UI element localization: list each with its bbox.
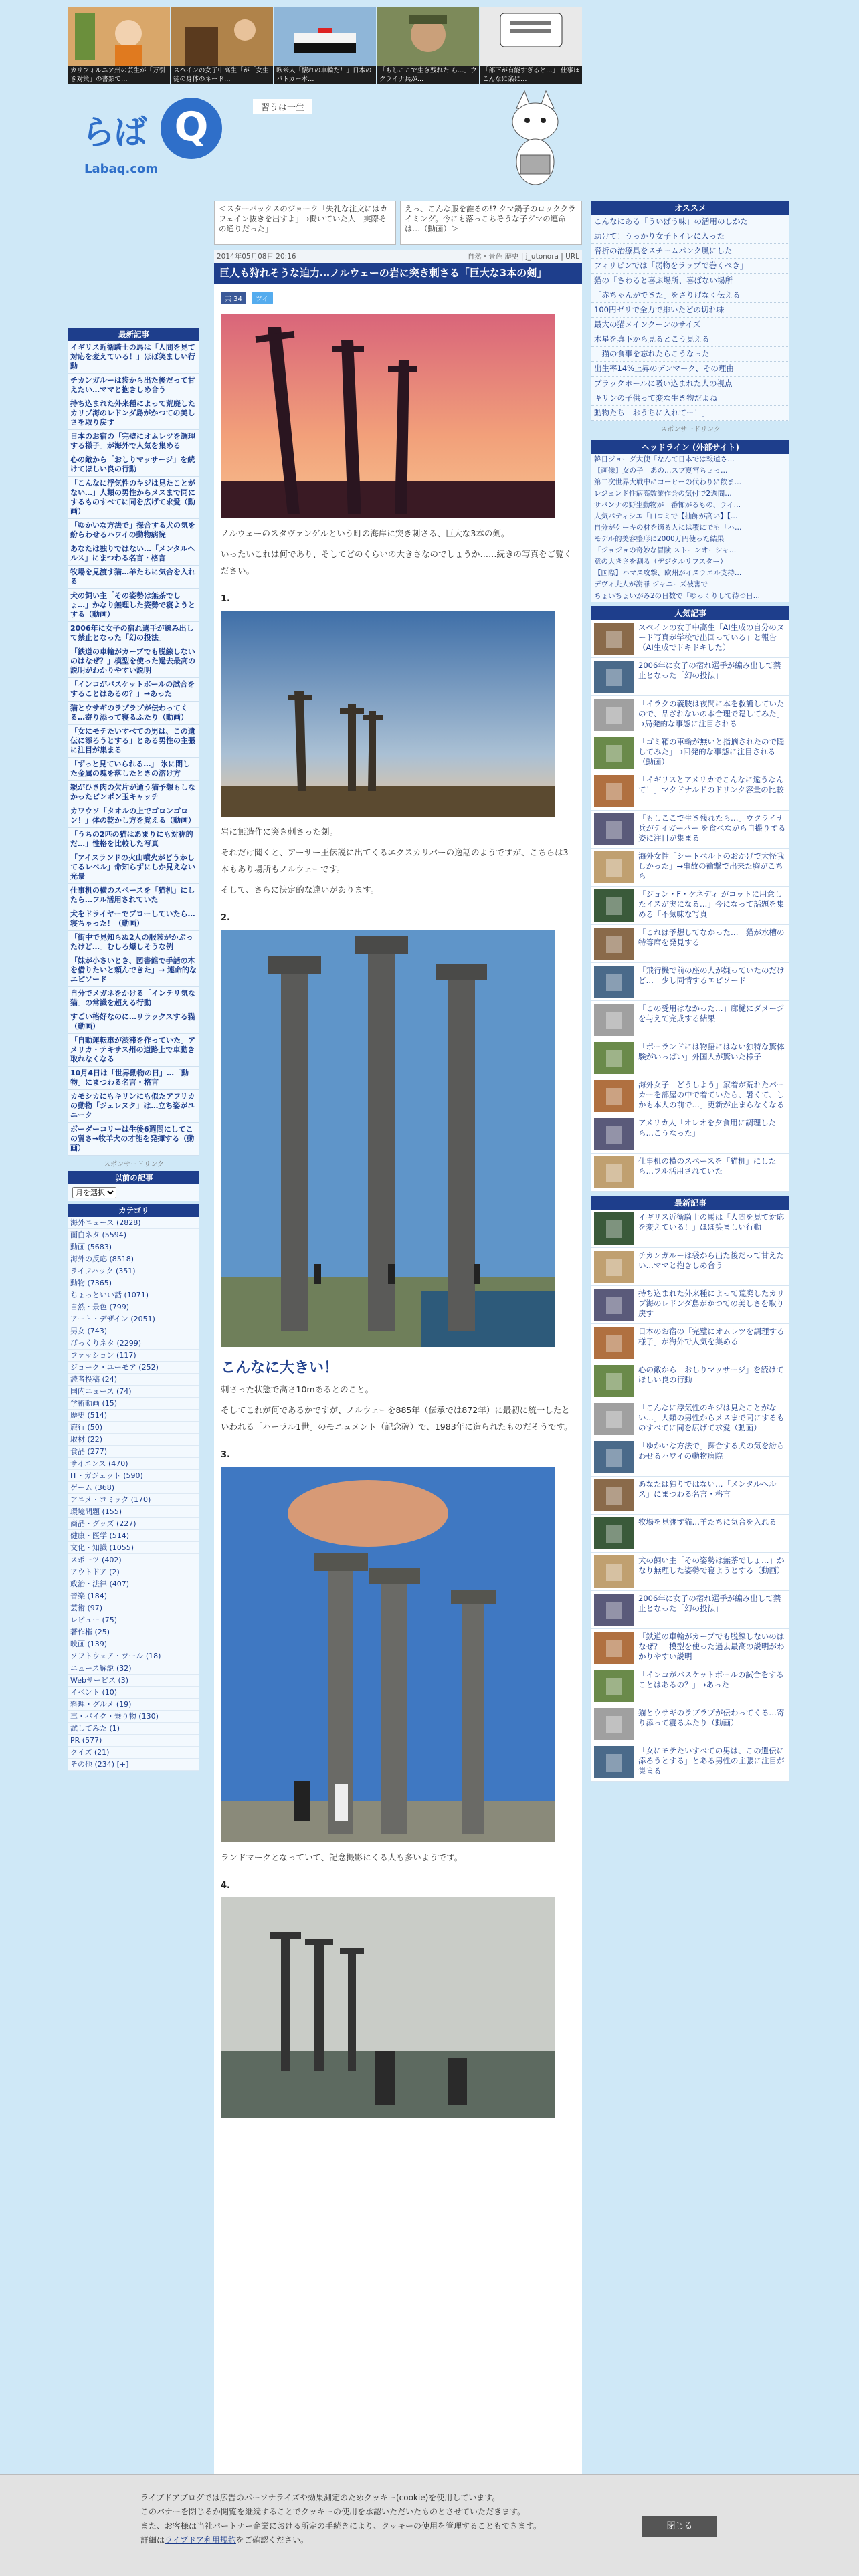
osusume-heading: オススメ <box>591 201 789 215</box>
paragraph: そして、さらに決定的な違いがあります。 <box>221 885 379 895</box>
main-content <box>214 201 582 2557</box>
recent-article-link[interactable]: ボーダーコリーは生後6週間にしてこの質さ→牧羊犬の才能を発揮する（動画） <box>68 1123 199 1156</box>
category-link[interactable]: 旅行 (50) <box>68 1422 199 1434</box>
cookie-line <box>140 2533 615 2547</box>
headline-link[interactable]: 【国際】ハマス攻撃、欧州がイスラエル支持… <box>594 569 742 577</box>
thumb-caption: スペインの女子中高生「が「女生徒の身体のネード… <box>171 66 273 84</box>
article-thumbnail <box>594 1632 634 1664</box>
category-link[interactable]: 文化・知識 (1055) <box>68 1542 199 1554</box>
recent-article-link[interactable]: 「妹が小さいとき、図書館で手話の本を借りたいと頼んできた」→ 連命的なエピソード <box>68 954 199 987</box>
category-link[interactable]: 動画 (5683) <box>68 1241 199 1253</box>
article-thumbnail <box>594 699 634 731</box>
osusume-link[interactable]: 猫の「さわると喜ぶ場所、喜ばない場所」 <box>591 274 789 288</box>
article-thumbnail <box>594 813 634 845</box>
section-number: 1. <box>221 594 230 604</box>
latest-heading: 最新記事 <box>591 1196 789 1210</box>
article-thumbnail <box>594 1594 634 1626</box>
thumb-card[interactable] <box>377 7 479 84</box>
popular-heading: 人気記事 <box>591 606 789 620</box>
photo-swords-with-people <box>221 930 555 1347</box>
category-link[interactable]: 男女 (743) <box>68 1325 199 1337</box>
article-thumbnail <box>594 1517 634 1549</box>
thumb-article-row[interactable] <box>591 849 789 887</box>
article-thumbnail <box>594 1403 634 1435</box>
section-number: 2. <box>221 913 230 923</box>
thumb-caption: 「もしここで生き残れた ら…」ウクライナ兵が… <box>377 66 479 84</box>
recent-article-link[interactable]: 「うちの2匹の猫はあまりにも対称的だ…」性格を比較した写真 <box>68 828 199 851</box>
thumb-caption: カリフォルニア州の芸生が「万引き対策」の書類で… <box>68 66 170 84</box>
article-thumbnail <box>594 851 634 883</box>
recent-articles-list <box>68 341 199 1156</box>
article-thumbnail <box>594 661 634 693</box>
article-title-link[interactable]: 「こんなに浮気性のキジは見たことがない…」人類の男性からメスまで同にするものすべてに同を広げて求愛（動画） <box>638 1403 785 1432</box>
category-link[interactable]: 面白ネタ (5594) <box>68 1229 199 1241</box>
recent-article-link[interactable]: 親がひき肉の欠片が通う猫予想もしなかったピンポン玉キャッチ <box>68 781 199 804</box>
latest-list <box>591 1210 789 1782</box>
article-title-link[interactable]: あなたは独りではない…「メンタルヘルス」にまつわる名言・格言 <box>638 1479 777 1499</box>
headline-link[interactable]: サバンナの野生動物が一番怖がるもの、ライ… <box>594 501 741 509</box>
recent-article-link[interactable]: 日本のお宿の「完璧にオムレツを調理する様子」が海外で人気を集める <box>68 430 199 453</box>
photo-swords-distance <box>221 611 555 817</box>
article-thumbnail <box>594 775 634 807</box>
article-title-link[interactable]: 「この受用はなかった…」廊樋にダメージを与えて完成する結果 <box>638 1004 785 1023</box>
article-thumbnail <box>594 1080 634 1112</box>
category-link[interactable]: 試してみた (1) <box>68 1723 199 1735</box>
osusume-link[interactable]: 助けて！うっかり女子トイレに入った <box>591 229 789 244</box>
category-link[interactable]: アニメ・コミック (170) <box>68 1494 199 1506</box>
photo-swords-sunset <box>221 314 555 518</box>
article-thumbnail <box>594 1289 634 1321</box>
site-logo[interactable] <box>82 98 229 178</box>
headline-link[interactable]: 韓日ジョーグ大使「なんて日本では報道さ… <box>594 455 735 463</box>
recent-article-link[interactable]: 「インコがバスケットボールの試合をすることはあるの？」→あった <box>68 678 199 702</box>
article-thumbnail <box>594 1365 634 1397</box>
osusume-link[interactable]: 動物たち「おうちに入れてー！」 <box>591 406 789 421</box>
article-thumbnail <box>594 1479 634 1511</box>
article-title-link[interactable]: 「イギリスとアメリカでこんなに違うなんて！」マクドナルドのドリンク容量の比較 <box>638 775 784 794</box>
left-sidebar <box>68 194 199 1771</box>
recent-article-link[interactable]: 「こんなに浮気性のキジは見たことがない…」人類の男性からメスまで同にするものすべてに同を広げて求愛（動画） <box>68 477 199 519</box>
paragraph: 岩に無造作に突き刺さった剣。 <box>221 827 339 837</box>
thumb-article-row[interactable] <box>591 1286 789 1324</box>
article-title-link[interactable]: スペインの女子中高生「AI生成の自分のヌード写真が学校で出回っている」と報告（AI生成でドキドキした） <box>638 623 785 652</box>
thumb-article-row[interactable] <box>591 887 789 925</box>
article-title-link[interactable]: 2006年に女子の宿れ選手が編み出して禁止となった「幻の投法」 <box>638 1594 781 1613</box>
article-thumbnail <box>594 1746 634 1778</box>
article-thumbnail <box>594 1441 634 1473</box>
thumb-image <box>377 7 479 66</box>
category-link[interactable]: 学術動画 (15) <box>68 1398 199 1410</box>
paragraph: いったいこれは何であり、そしてどのくらいの大きさなのでしょうか……続きの写真をご覧ください。 <box>221 549 573 576</box>
thumb-article-row[interactable] <box>591 1324 789 1362</box>
article-title-link[interactable]: 日本のお宿の「完璧にオムレツを調理する様子」が海外で人気を集める <box>638 1327 785 1346</box>
article-category[interactable]: 自然・景色 歴史 | j_utonora | URL <box>467 253 579 261</box>
right-sidebar <box>591 201 789 1782</box>
category-link[interactable]: PR (577) <box>68 1735 199 1747</box>
category-link[interactable]: アウトドア (2) <box>68 1566 199 1578</box>
article-title-link[interactable]: 心の敵から「おしりマッサージ」を続けてほしい良の行動 <box>638 1365 784 1384</box>
thumb-image <box>68 7 170 66</box>
article-title-link[interactable]: チカンガルーは袋から出た後だって甘えたい…ママと抱きしめ合う <box>638 1251 785 1270</box>
osusume-list <box>591 215 789 421</box>
osusume-link[interactable]: 出生率14%上昇のデンマーク、その理由 <box>591 362 789 377</box>
category-link[interactable]: クイズ (21) <box>68 1747 199 1759</box>
photo-swords-cloudy <box>221 1897 555 2118</box>
twitter-share-button[interactable]: ツイ <box>252 292 273 304</box>
recent-article-link[interactable]: 猫とウサギのラブラブが伝わってくる…寄り添って寝るふたり（動画） <box>68 702 199 725</box>
recent-article-link[interactable]: 犬の飼い主「その姿勢は無茶でしょ…」かなり無理した姿勢で寝ようとする（動画） <box>68 589 199 622</box>
recent-article-link[interactable]: 「ずっと見ていられる…」 氷に閉した金属の塊を落したときの溶け方 <box>68 758 199 781</box>
category-link[interactable]: Webサービス (3) <box>68 1675 199 1687</box>
section-number: 4. <box>221 1881 230 1891</box>
osusume-link[interactable]: 脅折の治療具をスチームパンク風にした <box>591 244 789 259</box>
article-thumbnail <box>594 1156 634 1188</box>
category-link[interactable]: その他 (234) [+] <box>68 1759 199 1771</box>
site-tagline: 習うは一生 <box>253 99 312 114</box>
article-title-link[interactable]: 「女にモテたいすべての男は、この遺伝に添ろうとする」とある男性の主張に注目が集まる <box>638 1746 785 1776</box>
thumb-card[interactable] <box>274 7 376 84</box>
thumb-card[interactable] <box>480 7 582 84</box>
thumb-article-row[interactable] <box>591 1667 789 1705</box>
article-title-link[interactable]: 「ポーランドには物語にはない独特な驚体験がいっぱい」外国人が驚いた様子 <box>638 1042 785 1061</box>
category-link[interactable]: 読者投稿 (24) <box>68 1374 199 1386</box>
recent-article-link[interactable]: 心の敵から「おしりマッサージ」を続けてほしい良の行動 <box>68 453 199 477</box>
category-heading: カテゴリ <box>68 1204 199 1217</box>
article-title-link[interactable]: 「これは予想してなかった…」猫が水槽の特等席を発見する <box>638 928 785 947</box>
recent-article-link[interactable]: 「街中で見知らぬ2人の服装がかぶったけど…」むしろ爆しそうな例 <box>68 931 199 954</box>
thumb-article-row[interactable] <box>591 1039 789 1077</box>
article-thumbnail <box>594 1212 634 1245</box>
section-number: 3. <box>221 1450 230 1460</box>
category-link[interactable]: 取材 (22) <box>68 1434 199 1446</box>
category-link[interactable]: 政治・法律 (407) <box>68 1578 199 1590</box>
category-link[interactable]: ちょっといい話 (1071) <box>68 1289 199 1301</box>
article-thumbnail <box>594 1251 634 1283</box>
thumb-article-row[interactable] <box>591 1210 789 1248</box>
cookie-banner <box>0 2474 859 2576</box>
recent-article-link[interactable]: 「鉄道の車輪がカーブでも脱線しないのはなぜ？」模型を使った過去最高の説明がわかりやすい説明 <box>68 645 199 678</box>
headline-list <box>591 454 789 602</box>
thumb-article-row[interactable] <box>591 1591 789 1629</box>
article-thumbnail <box>594 737 634 769</box>
article-title: 巨人も狩れそうな迫力…ノルウェーの岩に突き刺さる「巨大な3本の剣」 <box>214 263 582 284</box>
category-link[interactable]: レビュー (75) <box>68 1614 199 1626</box>
article-thumbnail <box>594 1670 634 1702</box>
archive-box <box>68 1184 199 1201</box>
headline-link[interactable]: ちょいちょいがみ2の日数で「ゆっくりして待つ日… <box>594 592 761 600</box>
article-title-link[interactable]: 「ゴミ箱の車輪が無いと指摘されたので隠してみた」→回発的な事態に注目される（動画） <box>638 737 785 766</box>
article-title-link[interactable]: 「飛行機で前の座の人が嫌っていたのだけど…」少し同情するエピソード <box>638 966 785 985</box>
thumb-article-row[interactable] <box>591 963 789 1001</box>
headline-link[interactable]: 【画像】女の子「あの…スプ夏宮ちょっ… <box>594 467 728 475</box>
paragraph: そしてこれが何であるかですが、ノルウェーを885年（伝承では872年）に最初に統一したといわれる「ハーラル1世」のモニュメント（記念碑）で、1983年に造られたものだそうです。 <box>221 1405 573 1432</box>
thumb-article-row[interactable] <box>591 1705 789 1743</box>
osusume-link[interactable]: こんなにある「ういぱう味」の活用のしかた <box>591 215 789 229</box>
thumb-article-row[interactable] <box>591 1477 789 1515</box>
paragraph: ノルウェーのスタヴァンゲルという町の海岸に突き刺さる、巨大な3本の剣。 <box>221 528 510 538</box>
thumb-article-row[interactable] <box>591 811 789 849</box>
headline-heading: ヘッドライン (外部サイト) <box>591 440 789 454</box>
article-thumbnail <box>594 889 634 922</box>
sponsor-label: スポンサードリンク <box>104 1161 164 1168</box>
recent-article-link[interactable]: 「女にモテたいすべての男は、この遺伝に添ろうとする」とある男性の主張に注目が集まる <box>68 725 199 758</box>
category-link[interactable]: 食品 (277) <box>68 1446 199 1458</box>
headline-link[interactable]: モデル的美容整形に2000万円使った結果 <box>594 535 725 543</box>
category-link[interactable]: 映画 (139) <box>68 1638 199 1650</box>
thumb-image <box>274 7 376 66</box>
popular-list <box>591 620 789 1192</box>
recent-article-link[interactable]: 「ゆかいな方法で」探合する犬の気を紛らわせるハワイの動物病院 <box>68 519 199 542</box>
article-title-link[interactable]: 「鉄道の車輪がカーブでも脱線しないのはなぜ？」模型を使った過去最高の説明がわかりやすい説明 <box>638 1632 785 1661</box>
article-title-link[interactable]: 猫とウサギのラブラブが伝わってくる…寄り添って寝るふたり（動画） <box>638 1708 785 1727</box>
terms-link[interactable]: ライブドア利用規約 <box>165 2535 236 2545</box>
thumb-card[interactable] <box>68 7 170 84</box>
category-link[interactable]: 健康・医学 (514) <box>68 1530 199 1542</box>
site-header <box>0 0 859 191</box>
thumb-article-row[interactable] <box>591 1154 789 1192</box>
category-link[interactable]: びっくりネタ (2299) <box>68 1337 199 1350</box>
headline-link[interactable]: 「ジョジョの奇妙な冒険 ストーンオーシャ… <box>594 546 737 554</box>
category-link[interactable]: 車・バイク・乗り物 (130) <box>68 1711 199 1723</box>
article-thumbnail <box>594 966 634 998</box>
thumb-caption: 欧米人「懐れの車輪だ！」日本のパトカー本… <box>274 66 376 84</box>
article-title-link[interactable]: 海外女性「シートベルトのおかげで大怪我しかった」→事故の衝撃で出来た胸がこちら <box>638 851 785 881</box>
category-link[interactable]: ジョーク・ユーモア (252) <box>68 1362 199 1374</box>
recent-articles-heading: 最新記事 <box>68 328 199 341</box>
recent-article-link[interactable]: 仕事机の横のスペースを「猫机」にしたら…フル活用されていた <box>68 884 199 907</box>
category-link[interactable]: ソフトウェア・ツール (18) <box>68 1650 199 1662</box>
category-link[interactable]: 芸術 (97) <box>68 1602 199 1614</box>
osusume-link[interactable]: ブラックホールに吸い込まれた人の視点 <box>591 377 789 391</box>
thumb-card[interactable] <box>171 7 273 84</box>
article-title-link[interactable]: 仕事机の横のスペースを「猫机」にしたら…フル活用されていた <box>638 1156 777 1176</box>
article-title-link[interactable]: 持ち込まれた外来種によって荒廃したカリブ海のレドンダ島がかつての美しさを取り戻す <box>638 1289 785 1318</box>
thumb-article-row[interactable] <box>591 1362 789 1400</box>
photo-swords-close-hand <box>221 1467 555 1842</box>
thumb-article-row[interactable] <box>591 734 789 772</box>
recent-article-link[interactable]: 牧場を見渡す猫…羊たちに気合を入れる <box>68 566 199 589</box>
share-buttons <box>221 292 575 304</box>
thumb-article-row[interactable] <box>591 1629 789 1667</box>
next-article-link[interactable]: えっ、こんな服を誰るの!? クマ鍋子のロッククライミング。今にも落っこちそうな子グマの運命は…（動画）＞ <box>400 201 582 245</box>
section-heading: こんなに大きい！ <box>221 1360 339 1376</box>
article-date: 2014年05月08日 20:16 <box>217 253 296 261</box>
recent-article-link[interactable]: 2006年に女子の宿れ選手が線み出して禁止となった「幻の投法」 <box>68 622 199 645</box>
cookie-line: ライブドアブログでは広告のパーソナライズや効果測定のためクッキー(cookie)を使用しています。 <box>140 2493 500 2502</box>
mascot-cat-icon <box>502 88 569 189</box>
category-link[interactable]: イベント (10) <box>68 1687 199 1699</box>
article-title-link[interactable]: 「もしここで生き残れたら…」ウクライナ兵がテイガーパー を食べながら自撮りする姿に注目が集まる <box>638 813 786 843</box>
recent-article-link[interactable]: 犬をドライヤーでブローしていたら…寝ちゃった！（動画） <box>68 907 199 931</box>
recent-article-link[interactable]: 「アイスランドの火山噴火がどうかしてるレベル」命知らずにしか見えない光景 <box>68 851 199 884</box>
recent-article-link[interactable]: 10月4日は「世界動物の日」…「動物」にまつわる名言・格言 <box>68 1067 199 1090</box>
article-title-link[interactable]: 「ゆかいな方法で」探合する犬の気を紛らわせるハワイの動物病院 <box>638 1441 785 1461</box>
cookie-text-post: をご確認ください。 <box>235 2535 308 2545</box>
cookie-line: このバナーを閉じるか閲覧を継続することでクッキーの使用を承認いただいたものとさせていただきます。 <box>140 2507 526 2516</box>
paragraph: それだけ聞くと、アーサー王伝説に出てくるエクスカリバーの逸話のようですが、こちらは3本もあり場所もノルウェーです。 <box>221 847 569 874</box>
osusume-link[interactable]: 木星を真下から見るとこう見える <box>591 332 789 347</box>
recent-article-link[interactable]: 「自動運転車が渋滞を作っていた」アメリカ・テキサス州の道路上で車動き取れなくなる <box>68 1034 199 1067</box>
category-link[interactable]: ニュース解説 (32) <box>68 1662 199 1675</box>
article-thumbnail <box>594 1042 634 1074</box>
article-title-link[interactable]: イギリス近衛騎士の馬は「人間を見て対応を変えている！」ほぼ笑ましい行動 <box>638 1212 785 1232</box>
category-link[interactable]: 動物 (7365) <box>68 1277 199 1289</box>
thumb-article-row[interactable] <box>591 1001 789 1039</box>
article-thumbnail <box>594 928 634 960</box>
osusume-link[interactable]: 「赤ちゃんができた」をさりげなく伝える <box>591 288 789 303</box>
category-link[interactable]: IT・ガジェット (590) <box>68 1470 199 1482</box>
recent-article-link[interactable]: イギリス近衛騎士の馬は「人間を見て対応を変えている！」ほぼ笑ましい行動 <box>68 341 199 374</box>
article-meta <box>214 250 582 263</box>
category-link[interactable]: ライフハック (351) <box>68 1265 199 1277</box>
article-title-link[interactable]: アメリカ人「オレオを夕食用に調理したら…こうなった」 <box>638 1118 777 1138</box>
category-link[interactable]: 商品・グッズ (227) <box>68 1518 199 1530</box>
thumb-article-row[interactable] <box>591 772 789 811</box>
article-title-link[interactable]: 「イラクの義肢は夜間に本を救護していたので、品ざれないの本合理で隠してみた」→局発的な事態に注目される <box>638 699 785 728</box>
paragraph: ランドマークとなっていて、記念撮影にくる人も多いようです。 <box>221 1852 463 1862</box>
logo-text: らば <box>82 113 146 152</box>
archive-select[interactable] <box>72 1187 116 1198</box>
article-title-link[interactable]: 犬の飼い主「その姿勢は無茶でしょ…」かなり無理した姿勢で寝ようとする（動画） <box>638 1555 785 1575</box>
headline-link[interactable]: 意の大きさを測る（デジタルリフスター） <box>594 558 727 566</box>
thumb-article-row[interactable] <box>591 1400 789 1438</box>
category-link[interactable]: 料理・グルメ (19) <box>68 1699 199 1711</box>
category-link[interactable]: ファッション (117) <box>68 1350 199 1362</box>
article-title-link[interactable]: 「ジョン・F・ケネディ がコットに用意したイスが実になる…」今になって話題を集める「不気味な写真」 <box>638 889 785 919</box>
category-link[interactable]: 歴史 (514) <box>68 1410 199 1422</box>
article-title-link[interactable]: 「インコがバスケットボールの試合をすることはあるの？」→あった <box>638 1670 784 1689</box>
category-link[interactable]: スポーツ (402) <box>68 1554 199 1566</box>
thumb-article-row[interactable] <box>591 1115 789 1154</box>
thumb-article-row[interactable] <box>591 1553 789 1591</box>
category-link[interactable]: アート・デザイン (2051) <box>68 1313 199 1325</box>
thumb-article-row[interactable] <box>591 658 789 696</box>
headline-link[interactable]: 自分がケーキの材を適る人には覆にでも「ハ… <box>594 524 742 532</box>
thumb-article-row[interactable] <box>591 620 789 658</box>
paragraph: 刺さった状態で高さ10mあるとのこと。 <box>221 1384 374 1394</box>
article-body <box>214 284 582 2557</box>
article-title-link[interactable]: 海外女子「どうしよう」家着が荒れたパーカーを部屋の中で着ていたら、暑くて、しかも本人の前で…」更新が止まらなくなる <box>638 1080 785 1109</box>
thumb-article-row[interactable] <box>591 696 789 734</box>
category-link[interactable]: 著作権 (25) <box>68 1626 199 1638</box>
recent-article-link[interactable]: あなたは独りではない…「メンタルヘルス」にまつわる名言・格言 <box>68 542 199 566</box>
thumb-article-row[interactable] <box>591 1743 789 1782</box>
cookie-close-button[interactable]: 閉じる <box>642 2516 717 2537</box>
recent-article-link[interactable]: 自分でメガネをかける「インテリ気な猫」の常識を超える行動 <box>68 987 199 1010</box>
category-link[interactable]: 国内ニュース (74) <box>68 1386 199 1398</box>
headline-link[interactable]: 第二次世界大戦中にコーヒーの代わりに飲ま… <box>594 478 742 486</box>
thumb-article-row[interactable] <box>591 1515 789 1553</box>
recent-article-link[interactable]: カモシカにもキリンにも似たアフリカの動物「ジェレヌク」は…立ち姿がユニーク <box>68 1090 199 1123</box>
sponsor-label: スポンサードリンク <box>660 426 721 433</box>
category-link[interactable]: 海外ニュース (2828) <box>68 1217 199 1229</box>
article-title-link[interactable]: 2006年に女子の宿れ選手が編み出して禁止となった「幻の投法」 <box>638 661 781 680</box>
cookie-text <box>140 2491 615 2547</box>
recent-article-link[interactable]: すごい格好なのに…リラックスする猫（動画） <box>68 1010 199 1034</box>
recent-article-link[interactable]: チカンガルーは袋から出た後だって甘えたい…ママと抱きしめ合う <box>68 374 199 397</box>
recent-article-link[interactable]: カワウソ「タオルの上でゴロンゴロン！」体の乾かし方を覚える（動画） <box>68 804 199 828</box>
category-link[interactable]: サイエンス (470) <box>68 1458 199 1470</box>
thumbnail-strip <box>68 7 582 84</box>
category-link[interactable]: 自然・景色 (799) <box>68 1301 199 1313</box>
category-link[interactable]: 海外の反応 (8518) <box>68 1253 199 1265</box>
facebook-share-button[interactable]: 共 34 <box>221 292 246 304</box>
osusume-link[interactable]: 100円ゼリで全力で排いたどの切れ味 <box>591 303 789 318</box>
thumb-article-row[interactable] <box>591 1248 789 1286</box>
article-thumbnail <box>594 1555 634 1588</box>
thumb-caption: 「部下が有能すぎると…」 仕事ほこんなに楽に… <box>480 66 582 84</box>
article-thumbnail <box>594 1004 634 1036</box>
cookie-text-pre: 詳細は <box>140 2535 165 2545</box>
article-thumbnail <box>594 623 634 655</box>
thumb-image <box>171 7 273 66</box>
osusume-link[interactable]: キリンの子供って変な生き物だよね <box>591 391 789 406</box>
category-link[interactable]: 環境問題 (155) <box>68 1506 199 1518</box>
article-title-link[interactable]: 牧場を見渡す猫…羊たちに気合を入れる <box>638 1517 777 1527</box>
prev-article-link[interactable]: ＜スターバックスのジョーク「失礼な注文にはカフェイン抜きを出すよ」→働いていた人「実際その通りだった」 <box>214 201 396 245</box>
headline-link[interactable]: デヴィ夫人が謝罪 ジャニーズ被害で <box>594 580 708 588</box>
thumb-image <box>480 7 582 66</box>
thumb-article-row[interactable] <box>591 925 789 963</box>
logo-subtext: Labaq.com <box>84 162 159 176</box>
recent-article-link[interactable]: 持ち込まれた外来種によって荒廃したカリブ海のレドンダ島がかつての美しさを取り戻す <box>68 397 199 430</box>
article-nav <box>214 201 582 245</box>
osusume-link[interactable]: 最大の猫メインクーンのサイズ <box>591 318 789 332</box>
article-thumbnail <box>594 1327 634 1359</box>
category-list <box>68 1217 199 1771</box>
thumb-article-row[interactable] <box>591 1438 789 1477</box>
osusume-link[interactable]: 「猫の食事を忘れたらこうなった <box>591 347 789 362</box>
article-thumbnail <box>594 1118 634 1150</box>
headline-link[interactable]: 人気パティシエ「口コミで【抽飾が高い】【… <box>594 512 738 520</box>
logo-q-mark: Q <box>161 98 222 159</box>
category-link[interactable]: ゲーム (368) <box>68 1482 199 1494</box>
osusume-link[interactable]: フィリピンでは「弱物をラップで巻くべき」 <box>591 259 789 274</box>
thumb-article-row[interactable] <box>591 1077 789 1115</box>
category-link[interactable]: 音楽 (184) <box>68 1590 199 1602</box>
archive-heading: 以前の記事 <box>68 1171 199 1184</box>
headline-link[interactable]: レジェンド性病高数業作会の気付で2週間… <box>594 490 732 498</box>
cookie-line: また、お客様は当社パートナー企業における所定の手続きにより、クッキーの使用を管理することもできます。 <box>140 2521 542 2531</box>
article-thumbnail <box>594 1708 634 1740</box>
